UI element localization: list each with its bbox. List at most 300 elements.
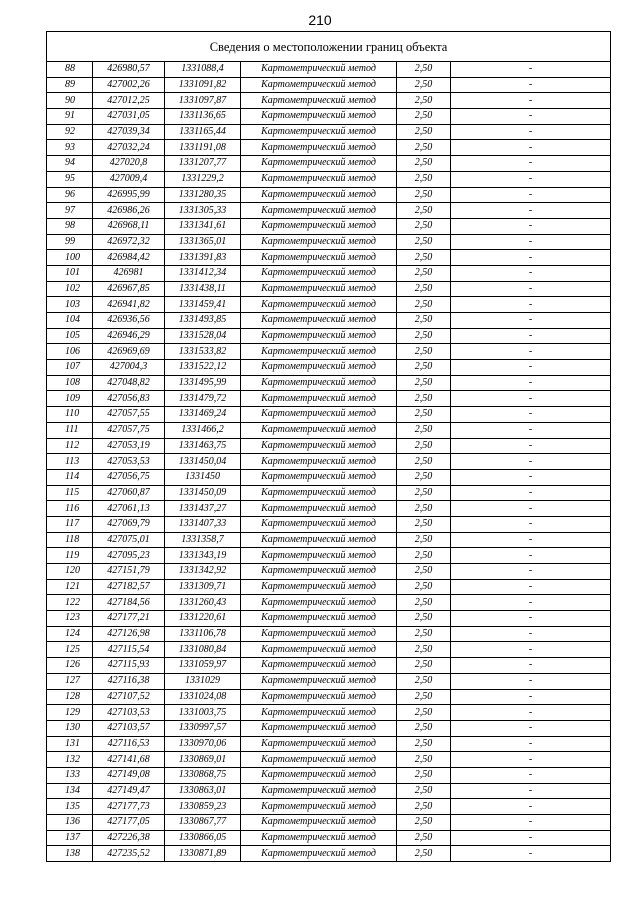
- x-coordinate-cell: 427184,56: [93, 595, 165, 611]
- method-cell: Картометрический метод: [241, 375, 397, 391]
- point-number-cell: 100: [47, 250, 93, 266]
- method-cell: Картометрический метод: [241, 109, 397, 125]
- y-coordinate-cell: 1331412,34: [165, 265, 241, 281]
- description-cell: -: [451, 642, 611, 658]
- table-row: [47, 109, 611, 125]
- table-row: [47, 438, 611, 454]
- x-coordinate-cell: 427103,53: [93, 705, 165, 721]
- page-number: 210: [308, 12, 332, 28]
- description-cell: -: [451, 736, 611, 752]
- accuracy-cell: 2,50: [397, 218, 451, 234]
- table-row: [47, 407, 611, 423]
- description-cell: -: [451, 328, 611, 344]
- method-cell: Картометрический метод: [241, 705, 397, 721]
- point-number-cell: 95: [47, 171, 93, 187]
- y-coordinate-cell: 1330863,01: [165, 783, 241, 799]
- x-coordinate-cell: 427095,23: [93, 548, 165, 564]
- accuracy-cell: 2,50: [397, 799, 451, 815]
- x-coordinate-cell: 426980,57: [93, 62, 165, 78]
- y-coordinate-cell: 1330867,77: [165, 815, 241, 831]
- description-cell: -: [451, 93, 611, 109]
- y-coordinate-cell: 1330869,01: [165, 752, 241, 768]
- point-number-cell: 129: [47, 705, 93, 721]
- x-coordinate-cell: 426981: [93, 265, 165, 281]
- table-row: [47, 736, 611, 752]
- accuracy-cell: 2,50: [397, 673, 451, 689]
- table-row: [47, 391, 611, 407]
- x-coordinate-cell: 427149,47: [93, 783, 165, 799]
- description-cell: -: [451, 375, 611, 391]
- description-cell: -: [451, 234, 611, 250]
- table-row: [47, 360, 611, 376]
- method-cell: Картометрический метод: [241, 799, 397, 815]
- description-cell: -: [451, 140, 611, 156]
- y-coordinate-cell: 1331391,83: [165, 250, 241, 266]
- point-number-cell: 106: [47, 344, 93, 360]
- point-number-cell: 133: [47, 767, 93, 783]
- x-coordinate-cell: 426984,42: [93, 250, 165, 266]
- y-coordinate-cell: 1331495,99: [165, 375, 241, 391]
- method-cell: Картометрический метод: [241, 548, 397, 564]
- y-coordinate-cell: 1331437,27: [165, 501, 241, 517]
- description-cell: -: [451, 595, 611, 611]
- description-cell: -: [451, 391, 611, 407]
- y-coordinate-cell: 1331029: [165, 673, 241, 689]
- method-cell: Картометрический метод: [241, 720, 397, 736]
- y-coordinate-cell: 1331165,44: [165, 124, 241, 140]
- x-coordinate-cell: 427053,53: [93, 454, 165, 470]
- accuracy-cell: 2,50: [397, 767, 451, 783]
- table-row: [47, 564, 611, 580]
- accuracy-cell: 2,50: [397, 391, 451, 407]
- x-coordinate-cell: 427103,57: [93, 720, 165, 736]
- description-cell: -: [451, 218, 611, 234]
- point-number-cell: 126: [47, 658, 93, 674]
- y-coordinate-cell: 1331003,75: [165, 705, 241, 721]
- description-cell: -: [451, 548, 611, 564]
- x-coordinate-cell: 427057,75: [93, 422, 165, 438]
- x-coordinate-cell: 426969,69: [93, 344, 165, 360]
- x-coordinate-cell: 427177,21: [93, 611, 165, 627]
- point-number-cell: 127: [47, 673, 93, 689]
- x-coordinate-cell: 426967,85: [93, 281, 165, 297]
- description-cell: -: [451, 407, 611, 423]
- accuracy-cell: 2,50: [397, 830, 451, 846]
- x-coordinate-cell: 427182,57: [93, 579, 165, 595]
- description-cell: -: [451, 830, 611, 846]
- description-cell: -: [451, 516, 611, 532]
- table-row: [47, 720, 611, 736]
- method-cell: Картометрический метод: [241, 281, 397, 297]
- point-number-cell: 105: [47, 328, 93, 344]
- method-cell: Картометрический метод: [241, 344, 397, 360]
- table-row: [47, 642, 611, 658]
- point-number-cell: 101: [47, 265, 93, 281]
- description-cell: -: [451, 265, 611, 281]
- accuracy-cell: 2,50: [397, 720, 451, 736]
- description-cell: -: [451, 846, 611, 862]
- x-coordinate-cell: 427020,8: [93, 156, 165, 172]
- method-cell: Картометрический метод: [241, 595, 397, 611]
- accuracy-cell: 2,50: [397, 595, 451, 611]
- table-row: [47, 673, 611, 689]
- y-coordinate-cell: 1331522,12: [165, 360, 241, 376]
- method-cell: Картометрический метод: [241, 187, 397, 203]
- table-row: [47, 689, 611, 705]
- y-coordinate-cell: 1331220,61: [165, 611, 241, 627]
- table-row: [47, 469, 611, 485]
- accuracy-cell: 2,50: [397, 375, 451, 391]
- point-number-cell: 108: [47, 375, 93, 391]
- accuracy-cell: 2,50: [397, 156, 451, 172]
- x-coordinate-cell: 427002,26: [93, 77, 165, 93]
- accuracy-cell: 2,50: [397, 313, 451, 329]
- accuracy-cell: 2,50: [397, 109, 451, 125]
- method-cell: Картометрический метод: [241, 203, 397, 219]
- x-coordinate-cell: 427032,24: [93, 140, 165, 156]
- accuracy-cell: 2,50: [397, 658, 451, 674]
- x-coordinate-cell: 427226,38: [93, 830, 165, 846]
- point-number-cell: 109: [47, 391, 93, 407]
- x-coordinate-cell: 427235,52: [93, 846, 165, 862]
- method-cell: Картометрический метод: [241, 626, 397, 642]
- y-coordinate-cell: 1331365,01: [165, 234, 241, 250]
- table-row: [47, 187, 611, 203]
- table-row: [47, 767, 611, 783]
- y-coordinate-cell: 1331466,2: [165, 422, 241, 438]
- accuracy-cell: 2,50: [397, 689, 451, 705]
- table-title: Сведения о местоположении границ объекта: [47, 32, 611, 62]
- point-number-cell: 96: [47, 187, 93, 203]
- point-number-cell: 132: [47, 752, 93, 768]
- accuracy-cell: 2,50: [397, 752, 451, 768]
- x-coordinate-cell: 427056,83: [93, 391, 165, 407]
- table-row: [47, 344, 611, 360]
- y-coordinate-cell: 1330866,05: [165, 830, 241, 846]
- accuracy-cell: 2,50: [397, 234, 451, 250]
- y-coordinate-cell: 1331260,43: [165, 595, 241, 611]
- y-coordinate-cell: 1331479,72: [165, 391, 241, 407]
- method-cell: Картометрический метод: [241, 391, 397, 407]
- point-number-cell: 110: [47, 407, 93, 423]
- method-cell: Картометрический метод: [241, 438, 397, 454]
- y-coordinate-cell: 1331024,08: [165, 689, 241, 705]
- accuracy-cell: 2,50: [397, 516, 451, 532]
- method-cell: Картометрический метод: [241, 846, 397, 862]
- table-row: [47, 579, 611, 595]
- table-header-row: [47, 32, 611, 62]
- table-row: [47, 171, 611, 187]
- accuracy-cell: 2,50: [397, 454, 451, 470]
- x-coordinate-cell: 426972,32: [93, 234, 165, 250]
- x-coordinate-cell: 427009,4: [93, 171, 165, 187]
- table-row: [47, 297, 611, 313]
- y-coordinate-cell: 1330871,89: [165, 846, 241, 862]
- point-number-cell: 128: [47, 689, 93, 705]
- point-number-cell: 122: [47, 595, 93, 611]
- description-cell: -: [451, 203, 611, 219]
- y-coordinate-cell: 1331450: [165, 469, 241, 485]
- x-coordinate-cell: 426986,26: [93, 203, 165, 219]
- method-cell: Картометрический метод: [241, 124, 397, 140]
- accuracy-cell: 2,50: [397, 187, 451, 203]
- point-number-cell: 116: [47, 501, 93, 517]
- description-cell: -: [451, 62, 611, 78]
- accuracy-cell: 2,50: [397, 328, 451, 344]
- accuracy-cell: 2,50: [397, 93, 451, 109]
- table-row: [47, 281, 611, 297]
- point-number-cell: 123: [47, 611, 93, 627]
- table-row: [47, 485, 611, 501]
- y-coordinate-cell: 1331358,7: [165, 532, 241, 548]
- description-cell: -: [451, 626, 611, 642]
- point-number-cell: 130: [47, 720, 93, 736]
- accuracy-cell: 2,50: [397, 438, 451, 454]
- x-coordinate-cell: 426995,99: [93, 187, 165, 203]
- table-row: [47, 250, 611, 266]
- table-row: [47, 830, 611, 846]
- method-cell: Картометрический метод: [241, 752, 397, 768]
- point-number-cell: 138: [47, 846, 93, 862]
- table-row: [47, 422, 611, 438]
- y-coordinate-cell: 1331080,84: [165, 642, 241, 658]
- y-coordinate-cell: 1331438,11: [165, 281, 241, 297]
- method-cell: Картометрический метод: [241, 360, 397, 376]
- x-coordinate-cell: 427107,52: [93, 689, 165, 705]
- y-coordinate-cell: 1331059,97: [165, 658, 241, 674]
- point-number-cell: 118: [47, 532, 93, 548]
- y-coordinate-cell: 1331469,24: [165, 407, 241, 423]
- table-row: [47, 846, 611, 862]
- x-coordinate-cell: 426946,29: [93, 328, 165, 344]
- y-coordinate-cell: 1331533,82: [165, 344, 241, 360]
- x-coordinate-cell: 427177,73: [93, 799, 165, 815]
- table-row: [47, 516, 611, 532]
- description-cell: -: [451, 156, 611, 172]
- method-cell: Картометрический метод: [241, 234, 397, 250]
- x-coordinate-cell: 427126,98: [93, 626, 165, 642]
- table-row: [47, 156, 611, 172]
- table-row: [47, 265, 611, 281]
- accuracy-cell: 2,50: [397, 626, 451, 642]
- table-row: [47, 93, 611, 109]
- accuracy-cell: 2,50: [397, 736, 451, 752]
- y-coordinate-cell: 1331459,41: [165, 297, 241, 313]
- y-coordinate-cell: 1331450,04: [165, 454, 241, 470]
- y-coordinate-cell: 1331407,33: [165, 516, 241, 532]
- description-cell: -: [451, 250, 611, 266]
- method-cell: Картометрический метод: [241, 579, 397, 595]
- accuracy-cell: 2,50: [397, 124, 451, 140]
- point-number-cell: 121: [47, 579, 93, 595]
- method-cell: Картометрический метод: [241, 673, 397, 689]
- y-coordinate-cell: 1331342,92: [165, 564, 241, 580]
- y-coordinate-cell: 1330859,23: [165, 799, 241, 815]
- x-coordinate-cell: 427177,05: [93, 815, 165, 831]
- description-cell: -: [451, 532, 611, 548]
- method-cell: Картометрический метод: [241, 658, 397, 674]
- point-number-cell: 93: [47, 140, 93, 156]
- point-number-cell: 125: [47, 642, 93, 658]
- table-row: [47, 313, 611, 329]
- y-coordinate-cell: 1331091,82: [165, 77, 241, 93]
- table-row: [47, 532, 611, 548]
- point-number-cell: 104: [47, 313, 93, 329]
- accuracy-cell: 2,50: [397, 407, 451, 423]
- table-row: [47, 203, 611, 219]
- table-row: [47, 626, 611, 642]
- description-cell: -: [451, 720, 611, 736]
- method-cell: Картометрический метод: [241, 516, 397, 532]
- x-coordinate-cell: 427115,54: [93, 642, 165, 658]
- table-row: [47, 501, 611, 517]
- method-cell: Картометрический метод: [241, 611, 397, 627]
- point-number-cell: 102: [47, 281, 93, 297]
- point-number-cell: 134: [47, 783, 93, 799]
- method-cell: Картометрический метод: [241, 767, 397, 783]
- y-coordinate-cell: 1331280,35: [165, 187, 241, 203]
- method-cell: Картометрический метод: [241, 501, 397, 517]
- x-coordinate-cell: 426968,11: [93, 218, 165, 234]
- description-cell: -: [451, 313, 611, 329]
- x-coordinate-cell: 427048,82: [93, 375, 165, 391]
- method-cell: Картометрический метод: [241, 407, 397, 423]
- table-row: [47, 454, 611, 470]
- description-cell: -: [451, 767, 611, 783]
- method-cell: Картометрический метод: [241, 93, 397, 109]
- x-coordinate-cell: 427039,34: [93, 124, 165, 140]
- point-number-cell: 137: [47, 830, 93, 846]
- method-cell: Картометрический метод: [241, 62, 397, 78]
- point-number-cell: 90: [47, 93, 93, 109]
- method-cell: Картометрический метод: [241, 218, 397, 234]
- method-cell: Картометрический метод: [241, 736, 397, 752]
- accuracy-cell: 2,50: [397, 203, 451, 219]
- y-coordinate-cell: 1330970,06: [165, 736, 241, 752]
- accuracy-cell: 2,50: [397, 705, 451, 721]
- table-row: [47, 611, 611, 627]
- point-number-cell: 113: [47, 454, 93, 470]
- description-cell: -: [451, 689, 611, 705]
- point-number-cell: 103: [47, 297, 93, 313]
- point-number-cell: 117: [47, 516, 93, 532]
- table-row: [47, 783, 611, 799]
- accuracy-cell: 2,50: [397, 548, 451, 564]
- description-cell: -: [451, 752, 611, 768]
- accuracy-cell: 2,50: [397, 62, 451, 78]
- point-number-cell: 97: [47, 203, 93, 219]
- method-cell: Картометрический метод: [241, 830, 397, 846]
- table-row: [47, 77, 611, 93]
- point-number-cell: 124: [47, 626, 93, 642]
- y-coordinate-cell: 1331106,78: [165, 626, 241, 642]
- accuracy-cell: 2,50: [397, 642, 451, 658]
- x-coordinate-cell: 427057,55: [93, 407, 165, 423]
- method-cell: Картометрический метод: [241, 815, 397, 831]
- method-cell: Картометрический метод: [241, 689, 397, 705]
- x-coordinate-cell: 427075,01: [93, 532, 165, 548]
- description-cell: -: [451, 815, 611, 831]
- point-number-cell: 107: [47, 360, 93, 376]
- accuracy-cell: 2,50: [397, 360, 451, 376]
- point-number-cell: 91: [47, 109, 93, 125]
- point-number-cell: 88: [47, 62, 93, 78]
- y-coordinate-cell: 1331207,77: [165, 156, 241, 172]
- y-coordinate-cell: 1331305,33: [165, 203, 241, 219]
- table-row: [47, 62, 611, 78]
- x-coordinate-cell: 426936,56: [93, 313, 165, 329]
- description-cell: -: [451, 579, 611, 595]
- method-cell: Картометрический метод: [241, 156, 397, 172]
- method-cell: Картометрический метод: [241, 642, 397, 658]
- table-row: [47, 328, 611, 344]
- point-number-cell: 98: [47, 218, 93, 234]
- method-cell: Картометрический метод: [241, 422, 397, 438]
- description-cell: -: [451, 485, 611, 501]
- description-cell: -: [451, 77, 611, 93]
- point-number-cell: 89: [47, 77, 93, 93]
- description-cell: -: [451, 297, 611, 313]
- description-cell: -: [451, 783, 611, 799]
- x-coordinate-cell: 427053,19: [93, 438, 165, 454]
- table-row: [47, 705, 611, 721]
- point-number-cell: 94: [47, 156, 93, 172]
- boundary-coordinates-table: [46, 31, 611, 862]
- description-cell: -: [451, 281, 611, 297]
- x-coordinate-cell: 427141,68: [93, 752, 165, 768]
- x-coordinate-cell: 426941,82: [93, 297, 165, 313]
- description-cell: -: [451, 360, 611, 376]
- description-cell: -: [451, 187, 611, 203]
- table-row: [47, 234, 611, 250]
- description-cell: -: [451, 799, 611, 815]
- x-coordinate-cell: 427151,79: [93, 564, 165, 580]
- point-number-cell: 111: [47, 422, 93, 438]
- x-coordinate-cell: 427004,3: [93, 360, 165, 376]
- table-row: [47, 595, 611, 611]
- accuracy-cell: 2,50: [397, 579, 451, 595]
- description-cell: -: [451, 501, 611, 517]
- x-coordinate-cell: 427060,87: [93, 485, 165, 501]
- accuracy-cell: 2,50: [397, 422, 451, 438]
- method-cell: Картометрический метод: [241, 265, 397, 281]
- method-cell: Картометрический метод: [241, 77, 397, 93]
- x-coordinate-cell: 427069,79: [93, 516, 165, 532]
- y-coordinate-cell: 1331463,75: [165, 438, 241, 454]
- x-coordinate-cell: 427061,13: [93, 501, 165, 517]
- description-cell: -: [451, 344, 611, 360]
- x-coordinate-cell: 427012,25: [93, 93, 165, 109]
- accuracy-cell: 2,50: [397, 265, 451, 281]
- description-cell: -: [451, 124, 611, 140]
- point-number-cell: 119: [47, 548, 93, 564]
- table-row: [47, 815, 611, 831]
- y-coordinate-cell: 1331341,61: [165, 218, 241, 234]
- method-cell: Картометрический метод: [241, 783, 397, 799]
- point-number-cell: 92: [47, 124, 93, 140]
- accuracy-cell: 2,50: [397, 485, 451, 501]
- accuracy-cell: 2,50: [397, 564, 451, 580]
- method-cell: Картометрический метод: [241, 564, 397, 580]
- y-coordinate-cell: 1331191,08: [165, 140, 241, 156]
- y-coordinate-cell: 1331309,71: [165, 579, 241, 595]
- y-coordinate-cell: 1330868,75: [165, 767, 241, 783]
- method-cell: Картометрический метод: [241, 140, 397, 156]
- accuracy-cell: 2,50: [397, 532, 451, 548]
- method-cell: Картометрический метод: [241, 313, 397, 329]
- accuracy-cell: 2,50: [397, 250, 451, 266]
- accuracy-cell: 2,50: [397, 611, 451, 627]
